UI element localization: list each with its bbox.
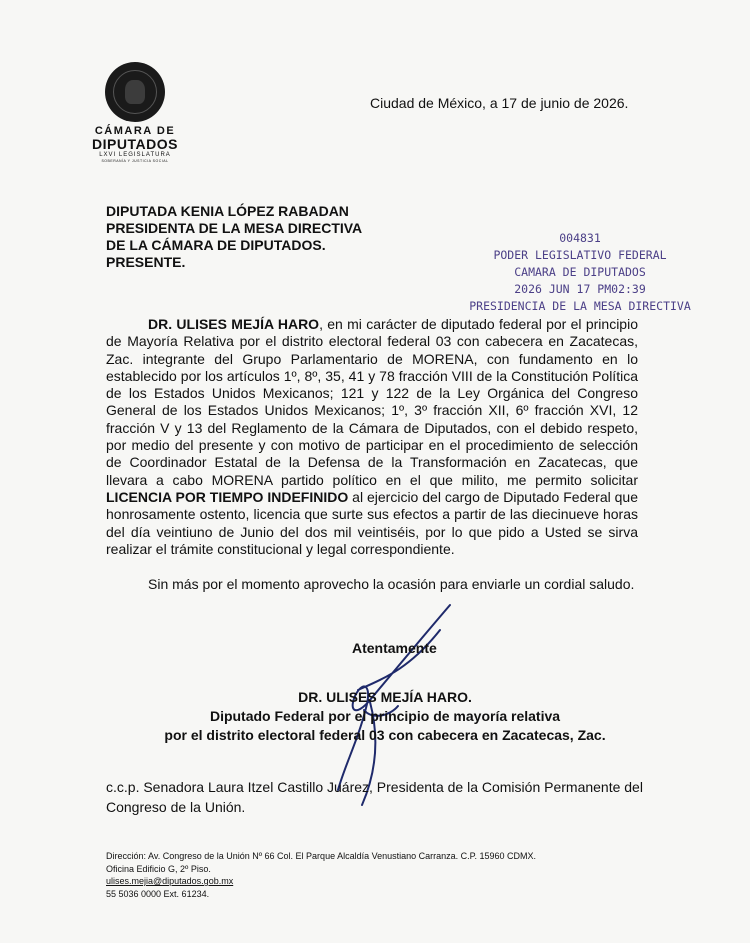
footer-contact <box>106 850 536 900</box>
logo-text-line2: DIPUTADOS <box>92 136 178 152</box>
body-text-part2: al ejercicio del cargo de Diputado Federal que honrosamente ostento, licencia que surte sus efectos a partir de las diecinueve horas del día veintiuno de Junio del dos mil veintiséis, por lo que pido a Usted se sirva realizar el trámite constitucional y legal correspondiente. <box>106 488 638 557</box>
addressee-block <box>106 203 362 271</box>
addressee-line: PRESENTE. <box>106 254 186 270</box>
logo-text-line4: SOBERANÍA Y JUSTICIA SOCIAL <box>101 159 169 163</box>
logo-text-line3: LXVI LEGISLATURA <box>99 152 171 158</box>
sender-name: DR. ULISES MEJÍA HARO <box>148 316 320 332</box>
reception-stamp <box>465 230 695 315</box>
footer-address: Dirección: Av. Congreso de la Unión Nº 66 Col. El Parque Alcaldía Venustiano Carranza. C.P. 15960 CDMX. <box>106 851 537 861</box>
addressee-line: DIPUTADA KENIA LÓPEZ RABADAN <box>106 203 349 219</box>
logo-text-line1: CÁMARA DE <box>94 125 176 137</box>
stamp-line: CAMARA DE DIPUTADOS <box>514 265 646 279</box>
stamp-line: PODER LEGISLATIVO FEDERAL <box>493 248 667 262</box>
stamp-folio: 004831 <box>559 231 601 245</box>
signatory-title: Diputado Federal por el principio de mayoría relativa <box>209 708 561 724</box>
addressee-line: DE LA CÁMARA DE DIPUTADOS. <box>106 237 326 253</box>
letter-date: Ciudad de México, a 17 de junio de 2026. <box>370 95 629 111</box>
closing-text: Sin más por el momento aprovecho la ocasión para enviarle un cordial saludo. <box>148 576 635 592</box>
stamp-line: PRESIDENCIA DE LA MESA DIRECTIVA <box>469 299 691 313</box>
closing-salutation: Atentamente <box>352 640 437 656</box>
body-text-part1: , en mi carácter de diputado federal por el principio de Mayoría Relativa por el distrito electoral federal 03 con cabecera en Zacatecas, Zac. integrante del Grupo Parlamentario de MORENA, con fundamento en lo establecido por los artículos 1º, 8º, 35, 41 y 78 fracción VIII de la Constitución Política de los Estados Unidos Mexicanos; 121 y 122 de la Ley Orgánica del Congreso General de los Estados Unidos Mexicanos; 1º, 3º fracción XII, 6º fracción XVI, 12 fracción V y 13 del Reglamento de la Cámara de Diputados, con el debido respeto, por medio del presente y con motivo de participar en el procedimiento de selección de Coordinador Estatal de la Defensa de la Transformación en Zacatecas, que llevara a cabo MORENA partido político en el que milito, me permito solicitar <box>106 316 638 488</box>
signature-block <box>120 688 650 745</box>
signatory-name: DR. ULISES MEJÍA HARO. <box>298 689 472 705</box>
carbon-copy: c.c.p. Senadora Laura Itzel Castillo Juárez, Presidenta de la Comisión Permanente del Congreso de la Unión. <box>106 779 643 815</box>
signatory-district: por el distrito electoral federal 03 con cabecera en Zacatecas, Zac. <box>164 727 606 743</box>
stamp-datetime: 2026 JUN 17 PM02:39 <box>514 282 646 296</box>
footer-office: Oficina Edificio G, 2º Piso. <box>106 863 211 874</box>
footer-phone: 55 5036 0000 Ext. 61234. <box>106 888 210 899</box>
addressee-line: PRESIDENTA DE LA MESA DIRECTIVA <box>106 220 363 236</box>
footer-email: ulises.mejia@diputados.gob.mx <box>106 876 234 886</box>
letter-body <box>106 316 638 558</box>
leave-request: LICENCIA POR TIEMPO INDEFINIDO <box>106 488 349 505</box>
national-seal-icon <box>105 62 165 122</box>
chamber-logo <box>85 62 185 164</box>
